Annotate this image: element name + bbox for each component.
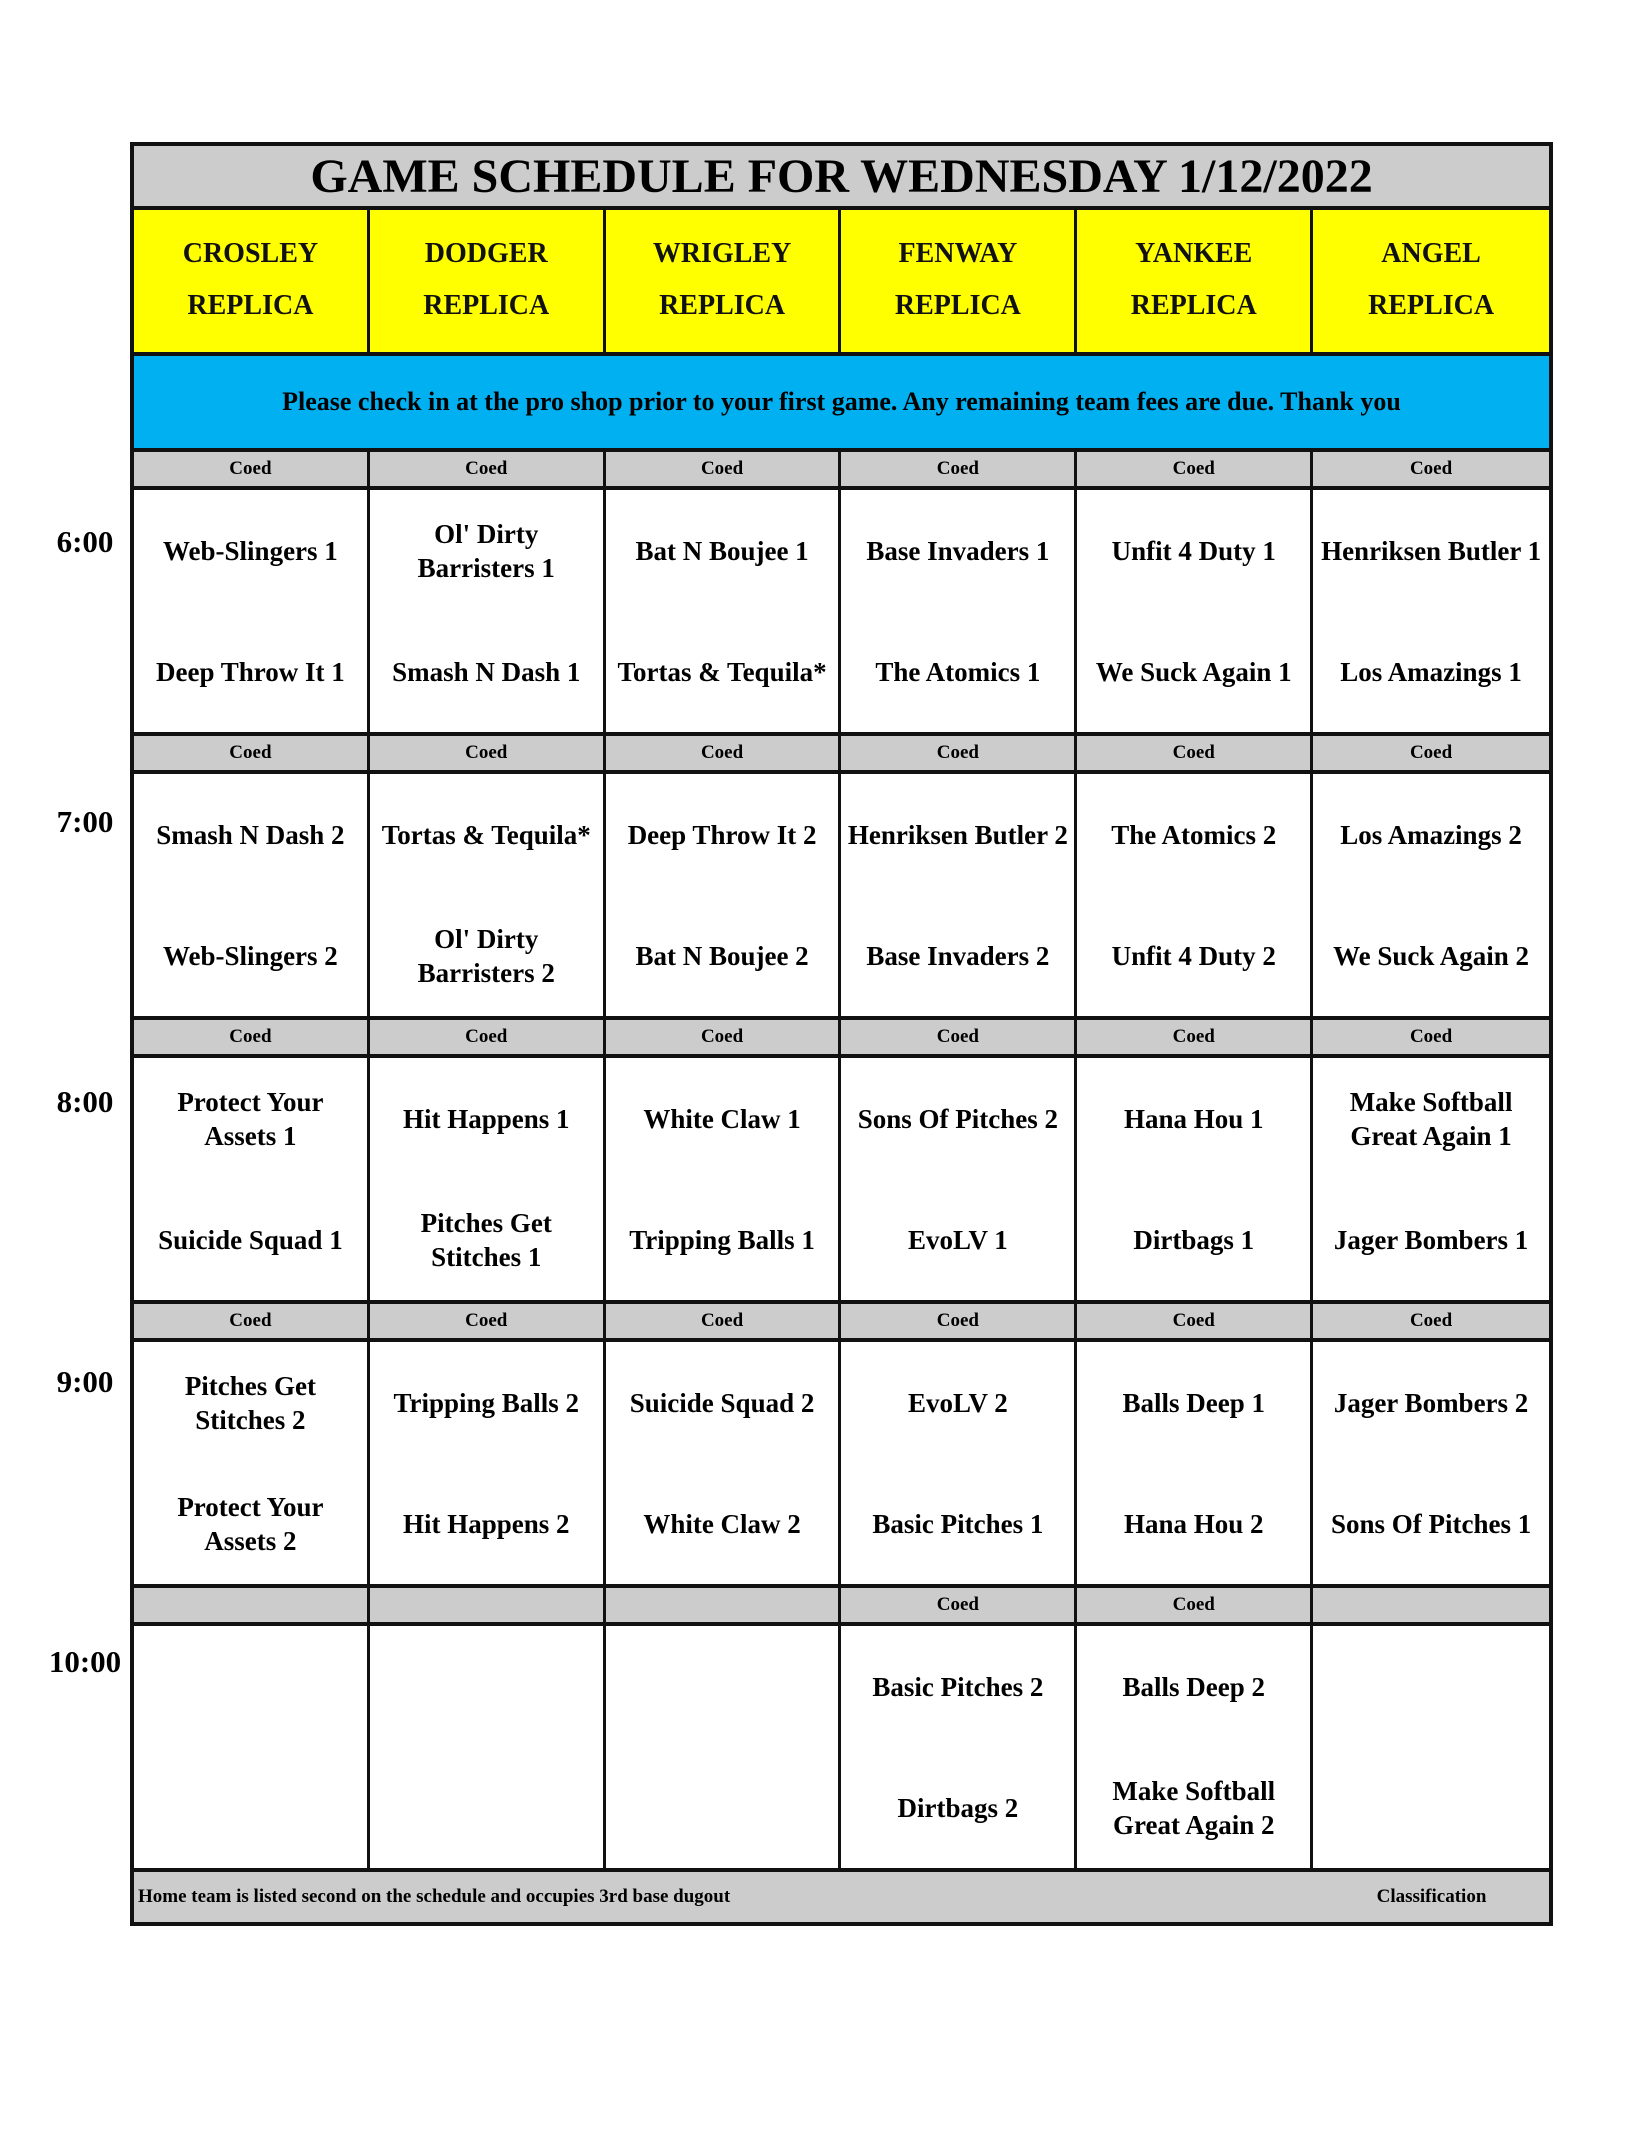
classification-cell: Coed	[134, 452, 370, 486]
away-team: Balls Deep 2	[1122, 1671, 1265, 1702]
game-cell	[134, 490, 370, 732]
game-cell	[1077, 1626, 1313, 1868]
classification-cell: Coed	[134, 1304, 370, 1338]
field-sub: REPLICA	[187, 290, 314, 321]
field-sub: REPLICA	[659, 290, 786, 321]
away-team	[606, 1626, 839, 1747]
classification-cell: Coed	[1409, 458, 1453, 479]
home-team: Base Invaders 2	[866, 940, 1050, 971]
game-cell	[1313, 490, 1549, 732]
away-team: Jager Bombers 2	[1333, 1387, 1529, 1418]
away-team: Ol' Dirty Barristers 1	[417, 518, 555, 583]
home-team: We Suck Again 1	[1095, 656, 1292, 687]
game-cell	[134, 1342, 370, 1584]
home-team: Protect Your Assets 2	[177, 1491, 324, 1556]
footer-bar	[134, 1872, 1549, 1922]
away-team: Tripping Balls 2	[393, 1387, 580, 1418]
game-row	[134, 1342, 1549, 1588]
game-cell	[1077, 490, 1313, 732]
classification-cell: Coed	[1077, 1020, 1313, 1054]
away-team: Suicide Squad 2	[629, 1387, 815, 1418]
time-label-7: 7:00	[56, 804, 114, 839]
game-cell	[370, 490, 606, 732]
game-cell	[134, 1058, 370, 1300]
game-cell	[1077, 1342, 1313, 1584]
field-sub: REPLICA	[1368, 290, 1495, 321]
classification-cell: Coed	[841, 1020, 1077, 1054]
home-team	[134, 1747, 367, 1868]
home-team: The Atomics 1	[875, 656, 1041, 687]
home-team: Hana Hou 2	[1123, 1508, 1264, 1539]
game-row	[134, 774, 1549, 1020]
away-team: EvoLV 2	[908, 1387, 1008, 1418]
home-team: Web-Slingers 2	[163, 940, 338, 971]
field-name: YANKEE	[1135, 238, 1253, 269]
away-team: White Claw 1	[643, 1103, 801, 1134]
game-cell	[606, 1342, 842, 1584]
game-cell	[841, 1626, 1077, 1868]
field-name: DODGER	[424, 238, 548, 269]
away-team: The Atomics 2	[1111, 819, 1277, 850]
field-header	[134, 210, 370, 352]
home-team: Hit Happens 2	[402, 1508, 570, 1539]
home-team: Bat N Boujee 2	[635, 940, 809, 971]
game-cell	[370, 1626, 606, 1868]
away-team: Unfit 4 Duty 1	[1111, 535, 1276, 566]
game-cell	[841, 490, 1077, 732]
classification-cell	[1313, 1588, 1549, 1622]
game-cell	[1313, 1626, 1549, 1868]
away-team: Hana Hou 1	[1123, 1103, 1264, 1134]
home-team: Basic Pitches 1	[872, 1508, 1044, 1539]
home-team: Ol' Dirty Barristers 2	[417, 923, 555, 988]
game-cell	[606, 490, 842, 732]
game-cell	[134, 1626, 370, 1868]
footer-note: Home team is listed second on the schedule and occupies 3rd base dugout	[138, 1886, 731, 1907]
game-cell	[606, 1058, 842, 1300]
home-team: We Suck Again 2	[1333, 940, 1529, 971]
classification-cell: Coed	[1077, 736, 1313, 770]
away-team: Deep Throw It 2	[627, 819, 817, 850]
away-team: Web-Slingers 1	[163, 535, 338, 566]
classification-cell: Coed	[841, 1588, 1077, 1622]
away-team: Tortas & Tequila*	[381, 819, 591, 850]
game-row	[134, 1058, 1549, 1304]
game-cell	[606, 1626, 842, 1868]
game-cell	[370, 1342, 606, 1584]
time-labels	[30, 0, 140, 2133]
classification-cell: Coed	[370, 452, 606, 486]
time-label-9: 9:00	[56, 1364, 114, 1399]
home-team: Suicide Squad 1	[158, 1224, 343, 1255]
away-team: Henriksen Butler 1	[1321, 535, 1542, 566]
away-team: Sons Of Pitches 2	[857, 1103, 1059, 1134]
away-team: Make Softball Great Again 1	[1349, 1086, 1513, 1151]
classification-cell	[370, 1588, 606, 1622]
schedule-table	[130, 142, 1553, 1926]
away-team: Smash N Dash 2	[156, 819, 345, 850]
classification-cell: Coed	[841, 1304, 1077, 1338]
away-team	[1313, 1626, 1549, 1747]
classification-cell: Coed	[370, 1304, 606, 1338]
home-team: Los Amazings 1	[1340, 656, 1522, 687]
game-cell	[841, 1342, 1077, 1584]
home-team	[606, 1747, 839, 1868]
time-label-10: 10:00	[48, 1644, 122, 1679]
classification-cell: Coed	[606, 1304, 842, 1338]
game-cell	[841, 1058, 1077, 1300]
time-label-8: 8:00	[56, 1084, 114, 1119]
home-team: EvoLV 1	[908, 1224, 1008, 1255]
classification-cell: Coed	[1409, 1310, 1453, 1331]
classification-cell: Coed	[1409, 1026, 1453, 1047]
home-team: Tortas & Tequila*	[617, 656, 827, 687]
field-sub: REPLICA	[1130, 290, 1257, 321]
classification-cell: Coed	[1077, 452, 1313, 486]
classification-cell: Coed	[606, 452, 842, 486]
notice-banner: Please check in at the pro shop prior to your first game. Any remaining team fees are due. Thank you	[134, 356, 1549, 452]
game-cell	[1313, 1342, 1549, 1584]
away-team: Los Amazings 2	[1340, 819, 1522, 850]
home-team: Make Softball Great Again 2	[1112, 1775, 1276, 1840]
classification-cell: Coed	[606, 736, 842, 770]
game-row	[134, 1626, 1549, 1872]
page-title: GAME SCHEDULE FOR WEDNESDAY 1/12/2022	[134, 146, 1549, 210]
home-team: Deep Throw It 1	[156, 656, 345, 687]
home-team	[1313, 1747, 1549, 1868]
classification-cell: Coed	[1409, 742, 1453, 763]
classification-cell: Coed	[841, 452, 1077, 486]
field-header	[1313, 210, 1549, 352]
field-header	[841, 210, 1077, 352]
classification-cell: Coed	[370, 1020, 606, 1054]
classification-row	[134, 452, 1549, 490]
classification-cell: Coed	[1077, 1304, 1313, 1338]
home-team: Sons Of Pitches 1	[1330, 1508, 1532, 1539]
home-team: Dirtbags 2	[897, 1792, 1019, 1823]
field-sub: REPLICA	[423, 290, 550, 321]
away-team: Bat N Boujee 1	[635, 535, 809, 566]
home-team: Dirtbags 1	[1133, 1224, 1255, 1255]
classification-row	[134, 1588, 1549, 1626]
classification-cell: Coed	[606, 1020, 842, 1054]
game-cell	[606, 774, 842, 1016]
classification-cell	[134, 1588, 370, 1622]
field-header	[606, 210, 842, 352]
classification-cell: Coed	[1077, 1588, 1313, 1622]
classification-cell: Coed	[841, 736, 1077, 770]
away-team: Basic Pitches 2	[872, 1671, 1044, 1702]
game-row	[134, 490, 1549, 736]
classification-row	[134, 736, 1549, 774]
home-team: Pitches Get Stitches 1	[420, 1207, 552, 1272]
field-name: ANGEL	[1381, 238, 1481, 269]
home-team: Jager Bombers 1	[1333, 1224, 1529, 1255]
home-team: Smash N Dash 1	[392, 656, 581, 687]
game-cell	[370, 1058, 606, 1300]
field-sub: REPLICA	[894, 290, 1021, 321]
away-team	[370, 1626, 603, 1747]
game-cell	[1313, 1058, 1549, 1300]
classification-cell	[606, 1588, 842, 1622]
home-team: Tripping Balls 1	[629, 1224, 815, 1255]
game-cell	[841, 774, 1077, 1016]
home-team: Unfit 4 Duty 2	[1111, 940, 1276, 971]
away-team: Balls Deep 1	[1122, 1387, 1265, 1418]
classification-cell: Coed	[134, 736, 370, 770]
home-team	[370, 1747, 603, 1868]
field-name: CROSLEY	[182, 238, 319, 269]
game-cell	[370, 774, 606, 1016]
classification-row	[134, 1304, 1549, 1342]
game-cell	[1077, 1058, 1313, 1300]
field-header	[370, 210, 606, 352]
game-cell	[1313, 774, 1549, 1016]
game-cell	[134, 774, 370, 1016]
away-team: Pitches Get Stitches 2	[184, 1370, 317, 1435]
time-label-6: 6:00	[56, 524, 114, 559]
home-team: White Claw 2	[643, 1508, 801, 1539]
game-cell	[1077, 774, 1313, 1016]
classification-cell: Coed	[370, 736, 606, 770]
field-header-row	[134, 210, 1549, 356]
away-team: Protect Your Assets 1	[177, 1086, 324, 1151]
field-header	[1077, 210, 1313, 352]
away-team: Hit Happens 1	[402, 1103, 570, 1134]
away-team: Henriksen Butler 2	[847, 819, 1068, 850]
away-team: Base Invaders 1	[866, 535, 1050, 566]
classification-row	[134, 1020, 1549, 1058]
time-slots	[134, 452, 1549, 1872]
away-team	[134, 1626, 367, 1747]
classification-cell: Coed	[134, 1020, 370, 1054]
classification-label: Classification	[1376, 1886, 1487, 1907]
field-name: FENWAY	[898, 238, 1018, 269]
field-name: WRIGLEY	[652, 238, 792, 269]
